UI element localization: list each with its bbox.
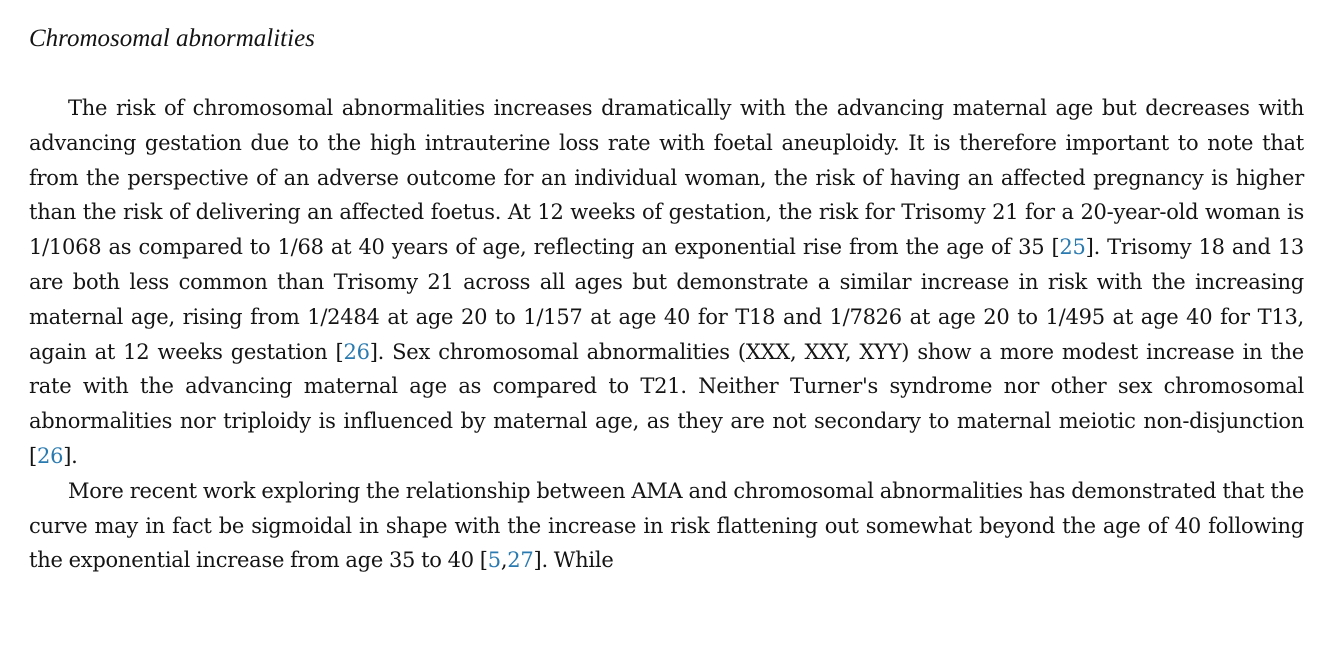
paragraph-1-text-1: The risk of chromosomal abnormalities increases dramatically with the advancing maternal age but decreases with advancing gestation due to the high intrauterine loss rate with foetal aneuploidy. It is therefore important to note that from the perspective of an adverse outcome for an individual woman, the risk of having an affected pregnancy is higher than the risk of delivering an affected foetus. At 12 weeks of gestation, the risk for Trisomy 21 for a 20-year-old woman is 1/1068 as compared to 1/68 at 40 years of age, reflecting an exponential rise from the age of 35 [ xyxy=(29,96,1304,260)
paragraph-1-text-2: ]. Trisomy 18 and 13 are both less common than Trisomy 21 across all ages but demonstrate a similar increase in risk with the increasing maternal age, rising from 1/2484 at age 20 to 1/157 at age 40 for T18 and 1/7826 at age 20 to 1/495 at age 40 for T13, again at 12 weeks gestation [ xyxy=(29,235,1305,364)
citation-27[interactable]: 27 xyxy=(507,548,534,573)
article-body xyxy=(29,22,1304,578)
paragraph-2-text-1: More recent work exploring the relationship between AMA and chromosomal abnormalities has demonstrated that the curve may in fact be sigmoidal in shape with the increase in risk flattening out somewhat beyond the age of 40 following the exponential increase from age 35 to 40 [ xyxy=(29,478,1304,573)
section-heading: Chromosomal abnormalities xyxy=(29,25,315,52)
citation-26-second[interactable]: 26 xyxy=(36,443,64,468)
citation-26[interactable]: 26 xyxy=(343,339,370,364)
paragraph-1-text-3: ]. Sex chromosomal abnormalities (XXX, XXY, XYY) show a more modest increase in the rate with the advancing maternal age as compared to T21. Neither Turner's syndrome nor other sex chromosomal abnormalities nor triploidy is influenced by maternal age, as they are not secondary to maternal meiotic non-disjunction [ xyxy=(29,339,1304,468)
citation-5[interactable]: 5 xyxy=(487,548,501,573)
citation-25[interactable]: 25 xyxy=(1059,235,1086,260)
paragraph-2-text-2: ]. While xyxy=(533,548,614,573)
paragraph-2 xyxy=(29,474,1304,578)
paragraph-1-text-4: ]. xyxy=(63,443,78,468)
paragraph-1 xyxy=(29,91,1304,474)
citation-separator: , xyxy=(500,548,508,573)
